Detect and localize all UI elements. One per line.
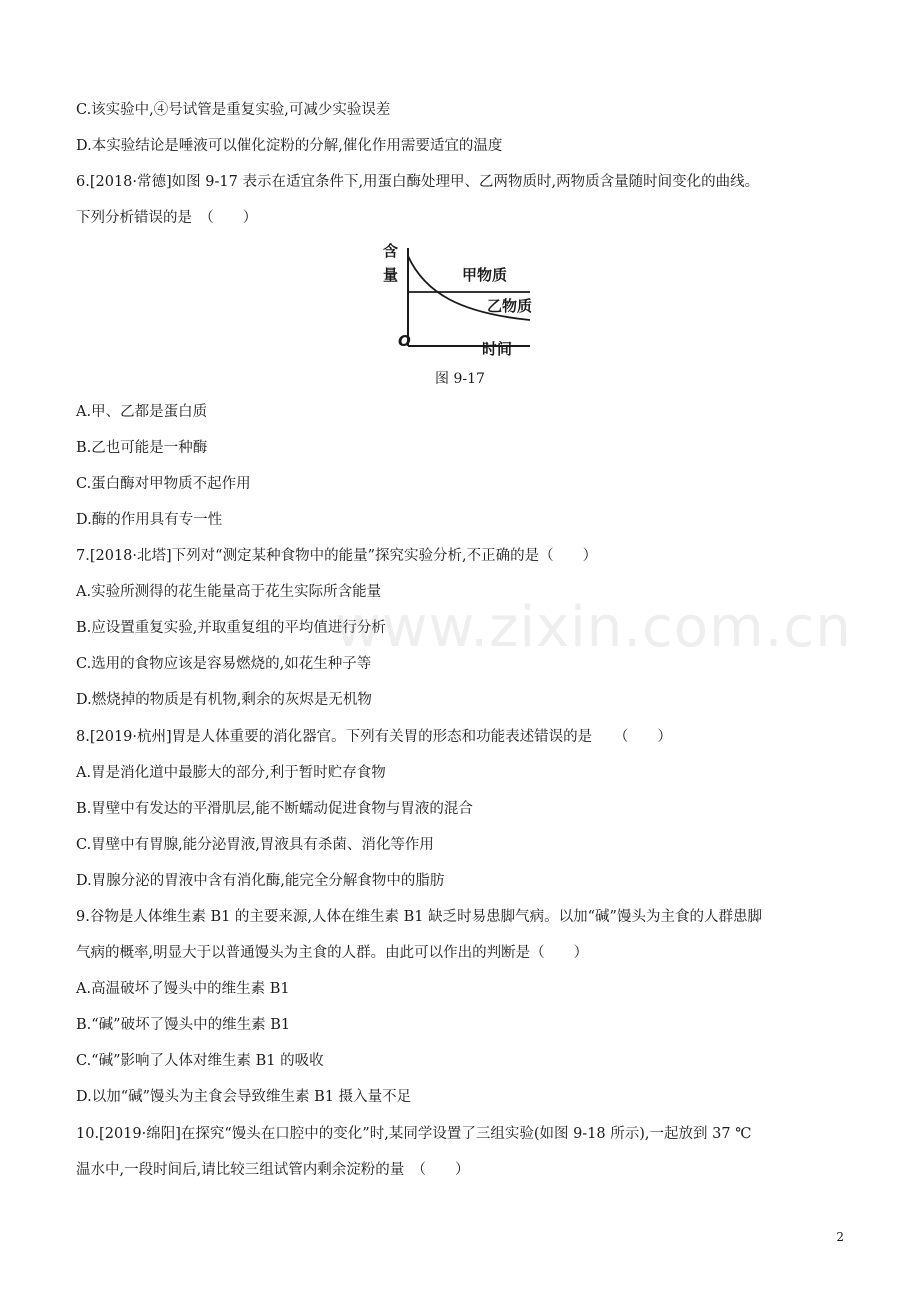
option-a-q8: A.胃是消化道中最膨大的部分,利于暂时贮存食物 [76, 765, 386, 781]
origin-label: O [398, 332, 411, 350]
option-d-q9: D.以加“碱”馒头为主食会导致维生素 B1 摄入量不足 [76, 1089, 412, 1105]
option-a-q6: A.甲、乙都是蛋白质 [76, 404, 208, 420]
question-8: 8.[2019·杭州]胃是人体重要的消化器官。下列有关胃的形态和功能表述错误的是 （ ） [76, 729, 672, 745]
question-9: 9.谷物是人体维生素 B1 的主要来源,人体在维生素 B1 缺乏时易患脚气病。以加“碱”馒头为主食的人群患脚 [76, 909, 762, 925]
option-c-q9: C.“碱”影响了人体对维生素 B1 的吸收 [76, 1053, 324, 1069]
figure-9-17-chart [350, 238, 570, 358]
y-axis-label-1: 含 [383, 242, 399, 260]
option-b-q8: B.胃壁中有发达的平滑肌层,能不断蠕动促进食物与胃液的混合 [76, 801, 473, 817]
question-9-cont: 气病的概率,明显大于以普通馒头为主食的人群。由此可以作出的判断是（ ） [76, 945, 589, 961]
x-axis-label: 时间 [482, 340, 513, 358]
y-axis-label-2: 量 [383, 266, 399, 284]
series-jia-label: 甲物质 [462, 266, 508, 284]
question-7: 7.[2018·北塔]下列对“测定某种食物中的能量”探究实验分析,不正确的是（ ） [76, 548, 598, 564]
watermark: www.zixin.com.cn [335, 595, 852, 660]
option-c-q7: C.选用的食物应该是容易燃烧的,如花生种子等 [76, 656, 372, 672]
option-b-q7: B.应设置重复实验,并取重复组的平均值进行分析 [76, 620, 386, 636]
option-b-q9: B.“碱”破坏了馒头中的维生素 B1 [76, 1017, 291, 1033]
page-number: 2 [836, 1230, 844, 1244]
figure-caption: 图 9-17 [435, 371, 485, 387]
option-a-q9: A.高温破坏了馒头中的维生素 B1 [76, 981, 290, 997]
option-d-q8: D.胃腺分泌的胃液中含有消化酶,能完全分解食物中的脂肪 [76, 873, 445, 889]
question-10-cont: 温水中,一段时间后,请比较三组试管内剩余淀粉的量 （ ） [76, 1162, 470, 1178]
option-d-q6: D.酶的作用具有专一性 [76, 512, 223, 528]
question-6: 6.[2018·常德]如图 9-17 表示在适宜条件下,用蛋白酶处理甲、乙两物质时,两物质含量随时间变化的曲线。 [76, 174, 760, 190]
question-6-cont: 下列分析错误的是 （ ） [76, 210, 258, 226]
option-b-q6: B.乙也可能是一种酶 [76, 440, 208, 456]
option-d-q7: D.燃烧掉的物质是有机物,剩余的灰烬是无机物 [76, 692, 372, 708]
option-c-q5: C.该实验中,④号试管是重复实验,可减少实验误差 [76, 102, 391, 118]
option-c-q6: C.蛋白酶对甲物质不起作用 [76, 476, 251, 492]
series-yi-label: 乙物质 [487, 297, 533, 315]
question-10: 10.[2019·绵阳]在探究“馒头在口腔中的变化”时,某同学设置了三组实验(如图 9-18 所示),一起放到 37 ℃ [76, 1126, 752, 1142]
option-c-q8: C.胃壁中有胃腺,能分泌胃液,胃液具有杀菌、消化等作用 [76, 837, 434, 853]
option-a-q7: A.实验所测得的花生能量高于花生实际所含能量 [76, 584, 382, 600]
option-d-q5: D.本实验结论是唾液可以催化淀粉的分解,催化作用需要适宜的温度 [76, 138, 503, 154]
